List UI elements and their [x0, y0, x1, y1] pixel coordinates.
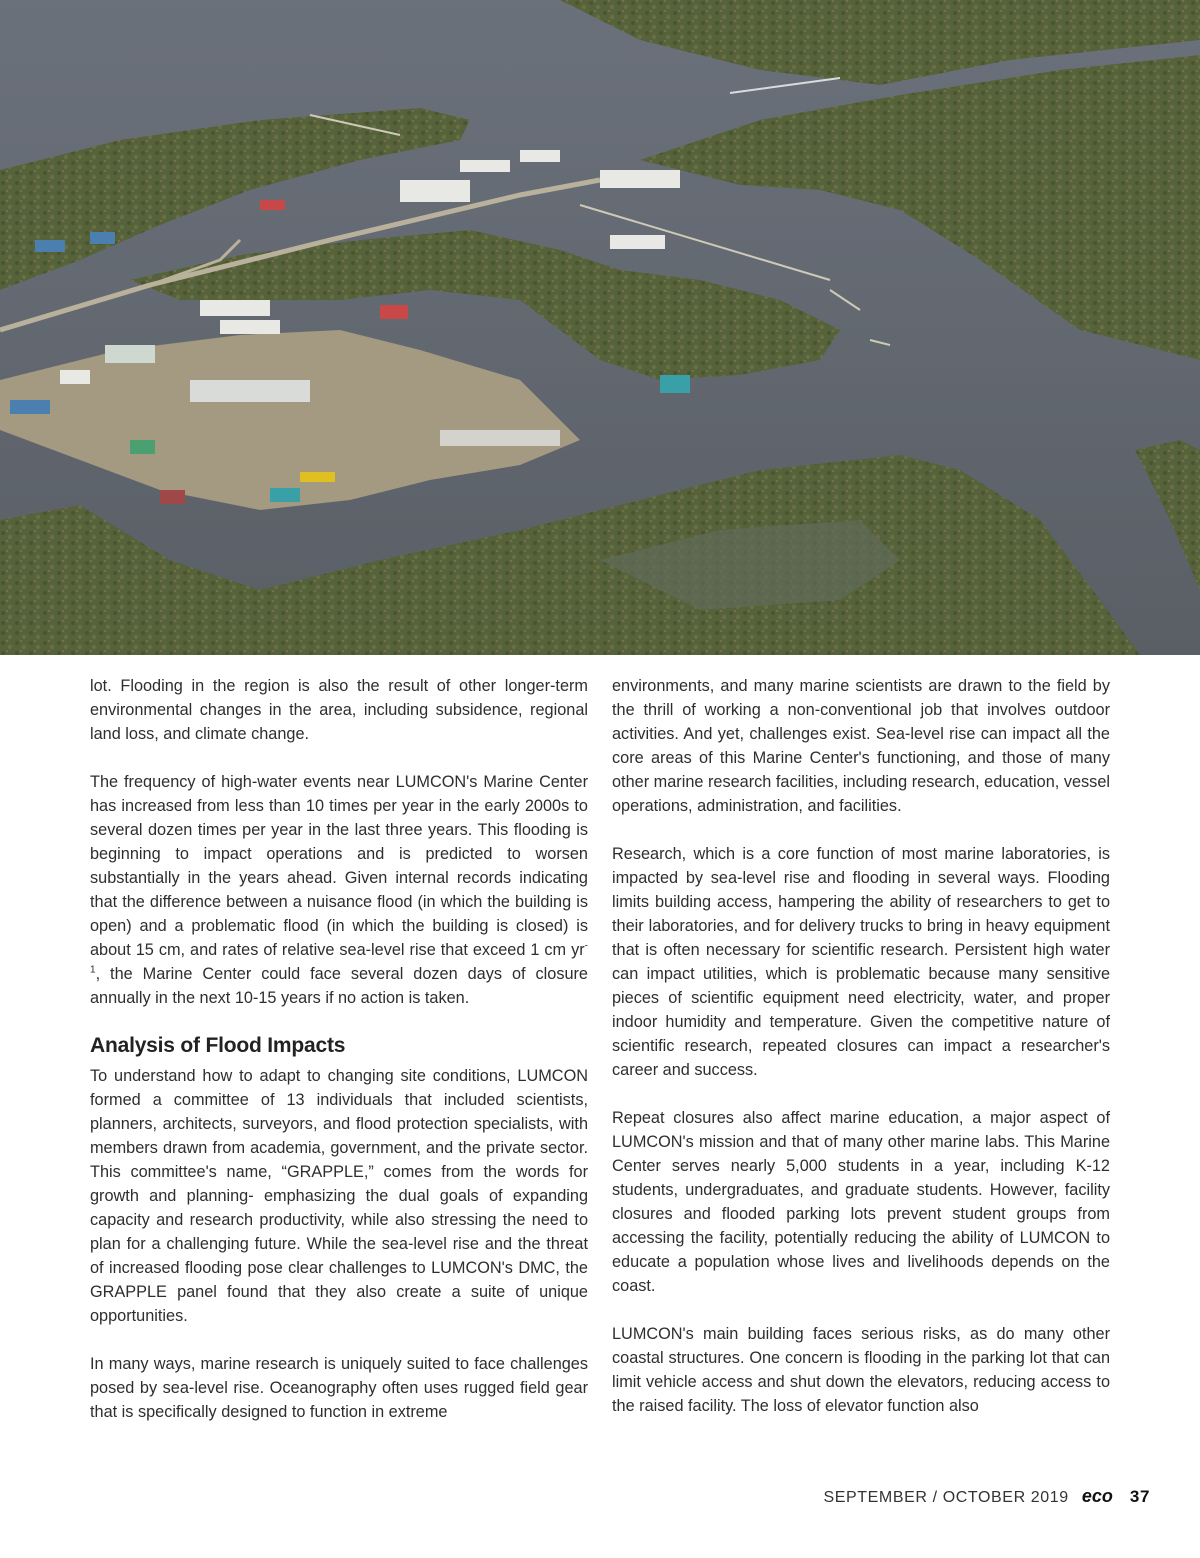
page-number: 37 [1129, 1487, 1150, 1506]
issue-date: SEPTEMBER / OCTOBER 2019 [823, 1489, 1069, 1506]
paragraph: In many ways, marine research is uniquely suited to face challenges posed by sea-level rise. Oceanography often uses rugged field gear that is specifically designed to function in extreme [90, 1355, 588, 1421]
paragraph: To understand how to adapt to changing site conditions, LUMCON formed a committee of 13 individuals that included scientists, planners, architects, surveyors, and flood protection specialists, with members drawn from academia, government, and the private sector. This committee's name, “GRAPPLE,” comes from the words for growth and planning- emphasizing the dual goals of expanding capacity and research productivity, while also stressing the need to plan for a challenging future. While the sea-level rise and the threat of increased flooding pose clear challenges to LUMCON's DMC, the GRAPPLE panel found that they also create a suite of unique opportunities. [90, 1067, 588, 1325]
right-column [612, 674, 1110, 1442]
aerial-photo [0, 0, 1200, 655]
paragraph: Research, which is a core function of most marine laboratories, is impacted by sea-level rise and flooding in several ways. Flooding limits building access, hampering the ability of researchers to get to their laboratories, and for delivery trucks to bring in heavy equipment that is often necessary for scientific research. Persistent high water can impact utilities, which is problematic because many sensitive pieces of scientific equipment need electricity, water, and proper indoor humidity and temperature. Given the competitive nature of scientific research, repeated closures can impact a researcher's career and success. [612, 845, 1110, 1079]
page-footer [823, 1486, 1150, 1507]
paragraph [90, 770, 588, 1010]
paragraph: Repeat closures also affect marine education, a major aspect of LUMCON's mission and that of many other marine labs. This Marine Center serves nearly 5,000 students in a year, including K-12 students, undergraduates, and graduate students. However, facility closures and flooded parking lots prevent student groups from accessing the facility, potentially reducing the ability of LUMCON to educate a population whose lives and livelihoods depends on the coast. [612, 1109, 1110, 1295]
paragraph-text: The frequency of high-water events near LUMCON's Marine Center has increased from less than 10 times per year in the early 2000s to several dozen times per year in the last three years. This flooding is beginning to impact operations and is predicted to worsen substantially in the years ahead. Given internal records indicating that the difference between a nuisance flood (in which the building is open) and a problematic flood (in which the building is closed) is about 15 cm, and rates of relative sea-level rise that exceed 1 cm yr [90, 773, 588, 959]
section-heading: Analysis of Flood Impacts [90, 1034, 346, 1057]
paragraph: lot. Flooding in the region is also the result of other longer-term environmental changes in the area, including subsidence, regional land loss, and climate change. [90, 677, 588, 743]
paragraph: LUMCON's main building faces serious risks, as do many other coastal structures. One concern is flooding in the parking lot that can limit vehicle access and shut down the elevators, reducing access to the raised facility. The loss of elevator function also [612, 1325, 1110, 1415]
superscript: -1 [90, 940, 588, 976]
paragraph-text: , the Marine Center could face several dozen days of closure annually in the next 10-15 years if no action is taken. [90, 965, 588, 1007]
magazine-logo: eco [1081, 1486, 1113, 1506]
paragraph: environments, and many marine scientists are drawn to the field by the thrill of working a non-conventional job that involves outdoor activities. And yet, challenges exist. Sea-level rise can impact all the core areas of this Marine Center's functioning, and those of many other marine research facilities, including research, education, vessel operations, administration, and facilities. [612, 677, 1110, 815]
left-column [90, 674, 588, 1448]
